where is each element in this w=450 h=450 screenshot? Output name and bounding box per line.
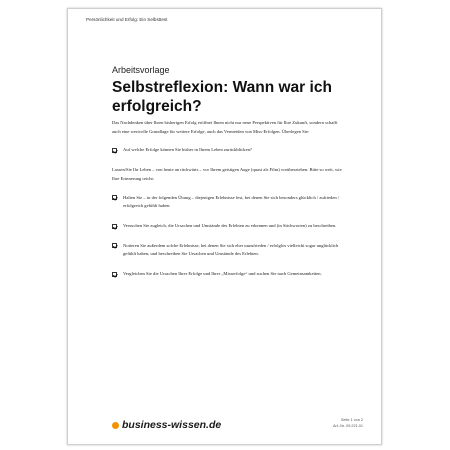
question-text: Auf welche Erfolge können Sie bisher in Ihrem Leben zurückblicken? [123,147,252,153]
document-title: Selbstreflexion: Wann war ich erfolgreich? [112,79,332,115]
footer-meta [333,417,363,429]
intro-paragraph: Das Nachdenken über Ihren bisherigen Erfolg eröffnet Ihnen nicht nur neue Perspektiven für Ihre Zukunft, sondern schafft auch eine wertvolle Grundlage für weitere Erfolge, auch das Vermeiden von Miss-Erfolgen. Überlegen Sie: [112,120,338,134]
checklist-item [112,242,344,259]
document-page [67,8,382,445]
checkbox-icon [112,148,117,153]
article-number: Art.-Nr. 09.221.01 [333,424,363,429]
checklist-item [112,222,344,231]
checklist-item-text: Halten Sie – in der folgenden Übung – diejenigen Erlebnisse fest, bei denen Sie sich besonders glücklich / zufrieden / erfolgreich gefühlt haben. [123,194,340,209]
checkbox-icon [112,224,117,229]
checkbox-icon [112,272,117,277]
page-header: Persönlichkeit und Erfolg: Ein Selbsttest [86,17,168,22]
second-paragraph: Lassen/Sie Ihr Leben – von heute an rückwärts – vor Ihrem geistigen Auge (quasi als Film) vorüberziehen. Bitte so weit, wie Ihre Erinnerung reicht: [112,167,342,181]
checklist-item-question [112,146,344,155]
checklist-item-text: Vergleichen Sie die Ursachen Ihrer Erfolge und Ihrer „Misserfolge“ und suchen Sie nach Gemeinsamkeiten. [123,271,322,277]
checkbox-icon [112,243,117,248]
checklist-item-text: Versuchen Sie zugleich, die Ursachen und Umstände des Erlebten zu erkennen und (in Stichworten) zu beschreiben. [123,223,337,229]
page-number: Seite 1 von 2 [340,418,363,422]
logo-text: business-wissen.de [122,419,222,431]
checklist-item [112,270,344,279]
footer-logo [112,419,221,431]
checkbox-icon [112,195,117,200]
document-kicker: Arbeitsvorlage [112,65,170,75]
checklist-item [112,194,344,211]
checklist-item-text: Notieren Sie außerdem solche Erlebnisse, bei denen Sie sich eher unzufrieden / erfolglos vielleicht sogar unglücklich gefühlt haben, und beschreiben Sie Ursachen und Umstände des Erlebten. [123,242,339,257]
logo-dot-icon [112,422,119,429]
document-body [112,119,344,290]
